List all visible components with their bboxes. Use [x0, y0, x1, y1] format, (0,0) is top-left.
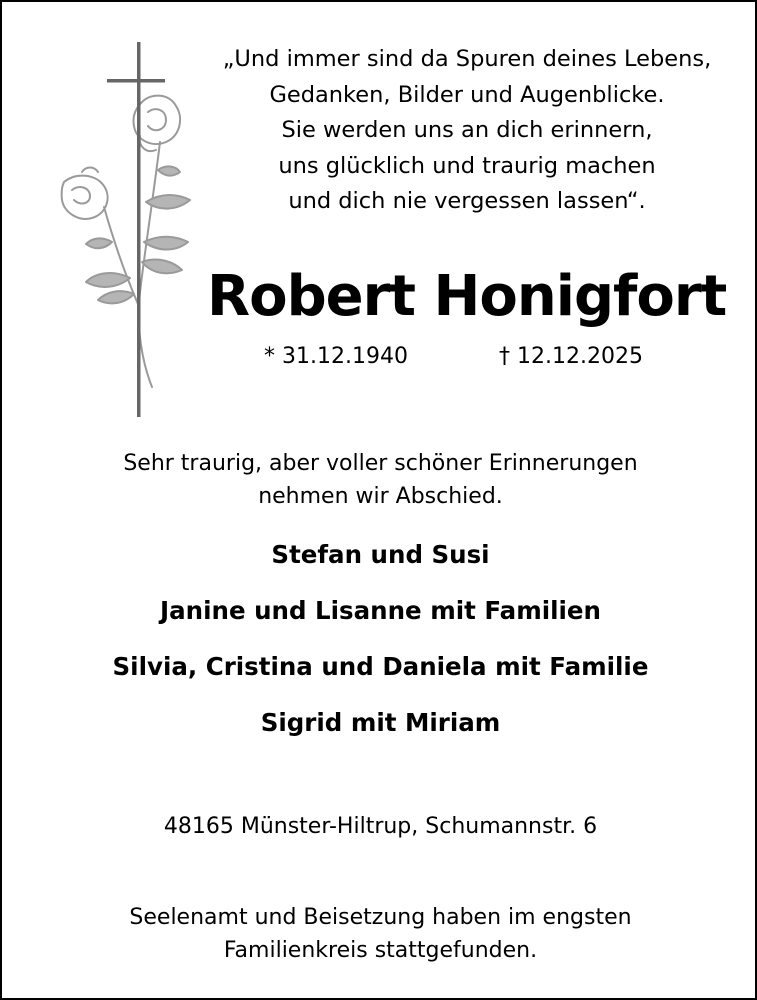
mourner-entry: Stefan und Susi [271, 540, 490, 569]
family-address: 48165 Münster-Hiltrup, Schumannstr. 6 [163, 814, 598, 839]
rose-icon [62, 96, 190, 387]
farewell-line: nehmen wir Abschied. [258, 484, 503, 509]
mourner-entry: Silvia, Cristina und Daniela mit Familie [112, 652, 649, 681]
funeral-note-line: Familienkreis stattgefunden. [223, 938, 538, 963]
farewell-line: Sehr traurig, aber voller schöner Erinnerungen [123, 451, 638, 476]
cross-rose-emblem [42, 42, 207, 422]
funeral-note-line: Seelenamt und Beisetzung haben im engsten [129, 905, 632, 930]
cross-icon [107, 42, 165, 417]
mourners-list [2, 535, 757, 759]
mourner-entry: Janine und Lisanne mit Familien [160, 596, 601, 625]
memorial-poem [192, 42, 742, 220]
poem-line: „Und immer sind da Spuren deines Lebens, [222, 46, 712, 72]
death-date: † 12.12.2025 [499, 344, 643, 369]
farewell-text [2, 447, 757, 513]
poem-line: Gedanken, Bilder und Augenblicke. [269, 81, 665, 108]
poem-line: uns glücklich und traurig machen [278, 152, 656, 179]
poem-line: Sie werden uns an dich erinnern, [281, 117, 653, 143]
mourner-entry: Sigrid mit Miriam [260, 708, 501, 737]
deceased-name: Robert Honigfort [207, 264, 727, 329]
poem-line: und dich nie vergessen lassen“. [288, 188, 646, 214]
funeral-note [2, 901, 757, 967]
birth-date: * 31.12.1940 [264, 344, 408, 369]
